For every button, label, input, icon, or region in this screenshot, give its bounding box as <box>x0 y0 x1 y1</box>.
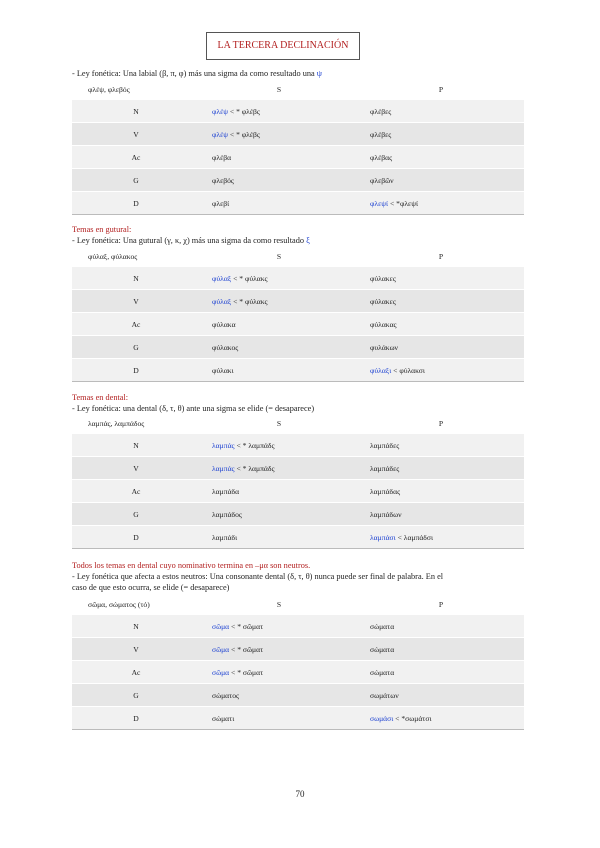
form-text: φύλακες <box>370 273 396 283</box>
table-row <box>72 503 524 526</box>
table-row <box>72 290 524 313</box>
plural-cell <box>358 169 524 192</box>
header-cell: S <box>200 80 358 100</box>
form-text: λαμπάδων <box>370 509 402 519</box>
highlight-form: λαμπάσι <box>370 532 396 542</box>
highlight-form: φλέψ <box>212 129 229 139</box>
form-text: φλέβας <box>370 152 393 162</box>
form-text: φλεβῶν <box>370 175 394 185</box>
case-cell: Ac <box>72 661 200 684</box>
plural-cell <box>358 290 524 313</box>
table-row <box>72 359 524 382</box>
case-cell: Ac <box>72 480 200 503</box>
form-text: < φύλακσι <box>391 365 425 375</box>
case-cell: G <box>72 684 200 707</box>
highlight-form: φύλαξ <box>212 296 232 306</box>
singular-cell <box>200 100 358 123</box>
singular-cell <box>200 336 358 359</box>
singular-cell <box>200 313 358 336</box>
singular-cell <box>200 267 358 290</box>
form-text: φυλάκων <box>370 342 398 352</box>
header-cell: φύλαξ, φύλακος <box>72 247 200 267</box>
singular-cell <box>200 503 358 526</box>
plural-cell <box>358 684 524 707</box>
plural-cell <box>358 480 524 503</box>
header-cell: λαμπάς, λαμπάδος <box>72 414 200 434</box>
form-text: λαμπάδες <box>370 440 400 450</box>
singular-cell <box>200 707 358 730</box>
table-header <box>72 595 524 615</box>
table-row <box>72 457 524 480</box>
plural-cell <box>358 707 524 730</box>
table-row <box>72 267 524 290</box>
highlight-form: φλεψί <box>370 198 389 208</box>
table-row <box>72 434 524 457</box>
form-text: λαμπάδας <box>370 486 401 496</box>
section-heading: Todos los temas en dental cuyo nominativo termina en –μα son neutros. <box>72 561 311 570</box>
singular-cell <box>200 526 358 549</box>
table-row <box>72 169 524 192</box>
declension-table <box>72 414 524 549</box>
header-cell: σῶμα, σώματος (τό) <box>72 595 200 615</box>
singular-cell <box>200 684 358 707</box>
table-row <box>72 638 524 661</box>
table-header <box>72 80 524 100</box>
singular-cell <box>200 661 358 684</box>
table-row <box>72 707 524 730</box>
plural-cell <box>358 192 524 215</box>
rule-line: - Ley fonética: Una labial (β, π, φ) más una sigma da como resultado una ψ <box>72 69 322 78</box>
form-text: σώματα <box>370 667 395 677</box>
form-text: < * φλέβς <box>228 106 260 116</box>
plural-cell <box>358 267 524 290</box>
header-cell: P <box>358 247 524 267</box>
table-row <box>72 313 524 336</box>
case-cell: N <box>72 615 200 638</box>
plural-cell <box>358 457 524 480</box>
form-text: σωμάτων <box>370 690 399 700</box>
form-text: λαμπάδα <box>212 486 240 496</box>
form-text: < * φλέβς <box>228 129 260 139</box>
case-cell: V <box>72 123 200 146</box>
plural-cell <box>358 503 524 526</box>
case-cell: D <box>72 192 200 215</box>
header-cell: S <box>200 247 358 267</box>
highlight-form: σῶμα <box>212 667 230 677</box>
highlight-form: λαμπάς <box>212 440 235 450</box>
section-heading: Temas en gutural: <box>72 225 132 234</box>
plural-cell <box>358 526 524 549</box>
highlight-form: φύλαξι <box>370 365 392 375</box>
form-text: σώματι <box>212 713 235 723</box>
singular-cell <box>200 169 358 192</box>
plural-cell <box>358 100 524 123</box>
plural-cell <box>358 638 524 661</box>
table-row <box>72 123 524 146</box>
rule-line: - Ley fonética que afecta a estos neutros: Una consonante dental (δ, τ, θ) nunca puede ser final de palabra. En el <box>72 572 444 581</box>
form-text: λαμπάδος <box>212 509 242 519</box>
singular-cell <box>200 480 358 503</box>
singular-cell <box>200 359 358 382</box>
form-text: σώματος <box>212 690 239 700</box>
form-text: φλέβες <box>370 129 392 139</box>
form-text: φύλακας <box>370 319 397 329</box>
singular-cell <box>200 638 358 661</box>
case-cell: N <box>72 434 200 457</box>
plural-cell <box>358 336 524 359</box>
table-row <box>72 661 524 684</box>
case-cell: Ac <box>72 313 200 336</box>
table-row <box>72 100 524 123</box>
case-cell: D <box>72 707 200 730</box>
plural-cell <box>358 434 524 457</box>
header-cell: S <box>200 414 358 434</box>
singular-cell <box>200 457 358 480</box>
plural-cell <box>358 146 524 169</box>
form-text: < λαμπάδσι <box>395 532 434 542</box>
form-text: φύλακες <box>370 296 396 306</box>
singular-cell <box>200 146 358 169</box>
form-text: φλεβί <box>212 198 230 208</box>
rule-line: - Ley fonética: Una gutural (γ, κ, χ) más una sigma da como resultado ξ <box>72 236 310 245</box>
plural-cell <box>358 123 524 146</box>
case-cell: Ac <box>72 146 200 169</box>
plural-cell <box>358 359 524 382</box>
form-text: φύλακα <box>212 319 236 329</box>
plural-cell <box>358 313 524 336</box>
highlight-form: σωμάσι <box>370 713 394 723</box>
case-cell: G <box>72 336 200 359</box>
form-text: < * σῶματ <box>229 667 264 677</box>
form-text: σώματα <box>370 644 395 654</box>
form-text: φλεβός <box>212 175 234 185</box>
singular-cell <box>200 192 358 215</box>
form-text: < *φλεψί <box>388 198 418 208</box>
section-heading: Temas en dental: <box>72 393 129 402</box>
singular-cell <box>200 434 358 457</box>
singular-cell <box>200 290 358 313</box>
form-text: < * σῶματ <box>229 621 264 631</box>
case-cell: D <box>72 526 200 549</box>
case-cell: G <box>72 503 200 526</box>
declension-table <box>72 247 524 382</box>
form-text: < * φύλακς <box>231 296 268 306</box>
highlight-form: φλέψ <box>212 106 229 116</box>
rule-line: caso de que esto ocurra, se elide (= desaparece) <box>72 583 230 592</box>
form-text: λαμπάδες <box>370 463 400 473</box>
case-cell: N <box>72 100 200 123</box>
table-row <box>72 615 524 638</box>
header-cell: φλέψ, φλεβός <box>72 80 200 100</box>
case-cell: D <box>72 359 200 382</box>
highlight-form: φύλαξ <box>212 273 232 283</box>
case-cell: V <box>72 457 200 480</box>
singular-cell <box>200 123 358 146</box>
form-text: φύλακος <box>212 342 239 352</box>
table-row <box>72 336 524 359</box>
form-text: < * σῶματ <box>229 644 264 654</box>
form-text: σώματα <box>370 621 395 631</box>
rule-line: - Ley fonética: una dental (δ, τ, θ) ante una sigma se elide (= desaparece) <box>72 404 315 413</box>
table-row <box>72 146 524 169</box>
form-text: < * λαμπάδς <box>234 440 275 450</box>
highlight-form: σῶμα <box>212 644 230 654</box>
page-number: 70 <box>295 789 305 799</box>
table-header <box>72 247 524 267</box>
table-header <box>72 414 524 434</box>
highlight-form: λαμπάς <box>212 463 235 473</box>
form-text: φύλακι <box>212 365 234 375</box>
form-text: λαμπάδι <box>212 532 238 542</box>
case-cell: G <box>72 169 200 192</box>
declension-table <box>72 80 524 215</box>
singular-cell <box>200 615 358 638</box>
form-text: φλέβες <box>370 106 392 116</box>
header-cell: P <box>358 80 524 100</box>
highlight-form: σῶμα <box>212 621 230 631</box>
plural-cell <box>358 661 524 684</box>
table-row <box>72 684 524 707</box>
table-row <box>72 192 524 215</box>
table-row <box>72 480 524 503</box>
form-text: < *σωμάτσι <box>393 713 432 723</box>
header-cell: P <box>358 414 524 434</box>
form-text: < * φύλακς <box>231 273 268 283</box>
page-title: LA TERCERA DECLINACIÓN <box>206 32 360 60</box>
case-cell: V <box>72 290 200 313</box>
case-cell: N <box>72 267 200 290</box>
header-cell: S <box>200 595 358 615</box>
table-row <box>72 526 524 549</box>
declension-table <box>72 595 524 730</box>
plural-cell <box>358 615 524 638</box>
form-text: < * λαμπάδς <box>234 463 275 473</box>
case-cell: V <box>72 638 200 661</box>
form-text: φλέβα <box>212 152 232 162</box>
header-cell: P <box>358 595 524 615</box>
